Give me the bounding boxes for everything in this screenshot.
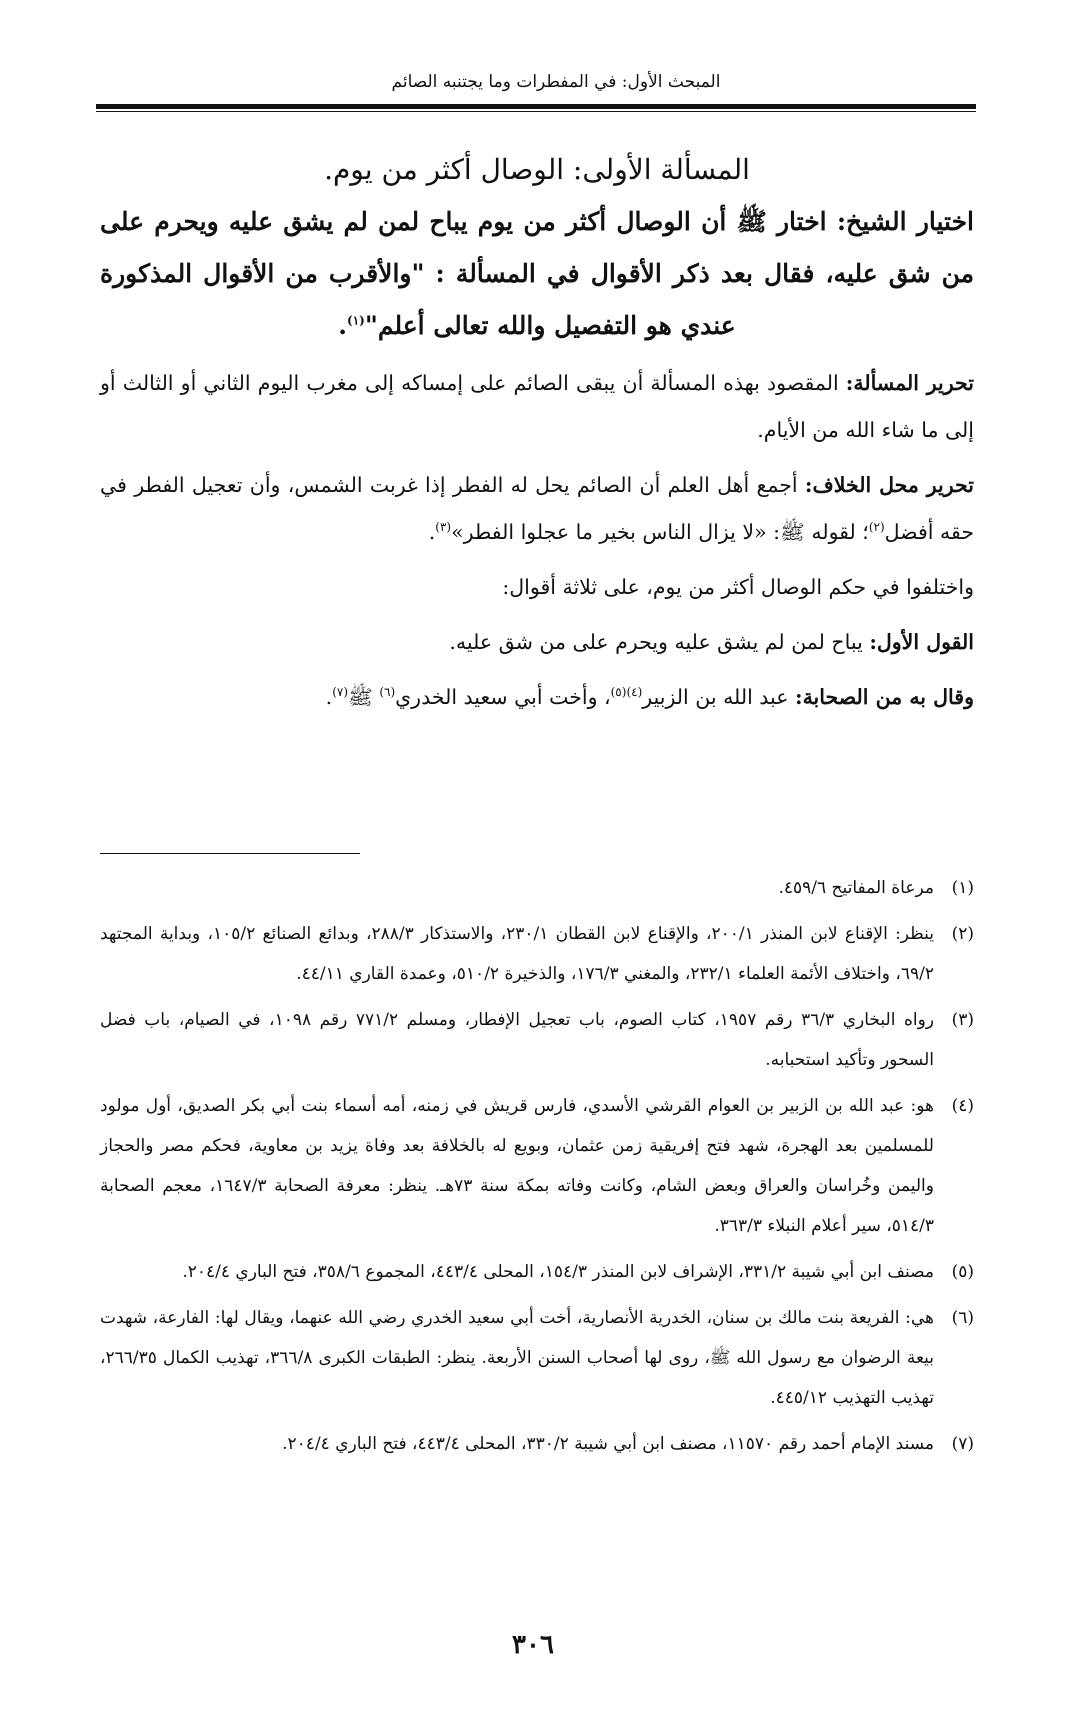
footnote	[100, 1424, 974, 1464]
footnote	[100, 1000, 974, 1080]
footnote-ref-4[interactable]: (٤)	[626, 685, 643, 700]
main-text	[100, 150, 974, 721]
footnote	[100, 868, 974, 908]
footnote-number: (٢)	[951, 924, 974, 944]
footnote-number: (١)	[951, 878, 974, 898]
footnote-text: رواه البخاري ٣٦/٣ رقم ١٩٥٧، كتاب الصوم، باب تعجيل الإفطار، ومسلم ٧٧١/٢ رقم ١٠٩٨، في الصيام، باب فضل السحور وتأكيد استحبابه.	[100, 1010, 935, 1070]
footnote-number: (٣)	[951, 1010, 975, 1030]
footnote-text: مرعاة المفاتيح ٤٥٩/٦.	[778, 878, 934, 898]
footnote-text: ينظر: الإقناع لابن المنذر ٢٠٠/١، والإقناع لابن القطان ٢٣٠/١، والاستذكار ٢٨٨/٣، وبدائع الصنائع ١٠٥/٢، وبداية المجتهد ٦٩/٢، واختلاف الأئمة العلماء ٢٣٢/١، والمغني ١٧٦/٣، والذخيرة ٥١٠/٢، وعمدة القاري ٤٤/١١.	[100, 924, 934, 984]
footnote-text: مصنف ابن أبي شيبة ٣٣١/٢، الإشراف لابن المنذر ١٥٤/٣، المحلى ٤٤٣/٤، المجموع ٣٥٨/٦، فتح الباري ٢٠٤/٤.	[182, 1262, 934, 1282]
qala-bihi-label: وقال به من الصحابة:	[795, 685, 974, 709]
qawl-awwal-label: القول الأول:	[869, 630, 974, 654]
tahrir-khilaf-paragraph	[100, 462, 974, 556]
footnote	[100, 1298, 974, 1418]
qala-bihi-paragraph	[100, 674, 974, 721]
footnote-ref-3[interactable]: (٣)	[435, 520, 452, 535]
qala-bihi-text-1: عبد الله بن الزبير	[642, 685, 795, 709]
tahrir-masala-label: تحرير المسألة:	[845, 371, 974, 395]
footnote-ref-1[interactable]: (١)	[347, 313, 365, 328]
footnote-number: (٧)	[951, 1434, 974, 1454]
tahrir-khilaf-text-2: ؛ لقوله ﷺ: «لا يزال الناس بخير ما عجلوا الفطر»	[451, 520, 869, 544]
tahrir-khilaf-label: تحرير محل الخلاف:	[804, 473, 974, 497]
issue-title: المسألة الأولى: الوصال أكثر من يوم.	[324, 153, 750, 186]
footnotes	[100, 868, 974, 1470]
header-rule-thin	[96, 111, 976, 112]
footnote-number: (٤)	[951, 1096, 974, 1116]
sheikh-choice-end: .	[338, 311, 347, 340]
footnote-text: مسند الإمام أحمد رقم ١١٥٧٠، مصنف ابن أبي شيبة ٣٣٠/٢، المحلى ٤٤٣/٤، فتح الباري ٢٠٤/٤.	[282, 1434, 934, 1454]
footnote-ref-5[interactable]: (٥)	[610, 685, 627, 700]
header-rule-thick	[96, 104, 976, 109]
footnote-ref-6[interactable]: (٦)	[379, 685, 396, 700]
qawl-awwal-paragraph	[100, 619, 974, 666]
footnote	[100, 1252, 974, 1292]
footnote-text: هي: الفريعة بنت مالك بن سنان، الخدرية الأنصارية، أخت أبي سعيد الخدري رضي الله عنهما، ويقال لها: الفارعة، شهدت بيعة الرضوان مع رسول الله ﷺ، روى لها أصحاب السنن الأربعة. ينظر: الطبقات الكبرى ٣٦٦/٨، تهذيب الكمال ٢٦٦/٣٥، تهذيب التهذيب ٤٤٥/١٢.	[100, 1308, 935, 1408]
qala-bihi-text-2: ، وأخت أبي سعيد الخدري	[395, 685, 611, 709]
footnote-ref-2[interactable]: (٢)	[868, 520, 885, 535]
footnote-text: هو: عبد الله بن الزبير بن العوام القرشي الأسدي، فارس قريش في زمنه، أمه أسماء بنت أبي بكر الصديق، أول مولود للمسلمين بعد الهجرة، شهد فتح إفريقية زمن عثمان، وبويع له بالخلافة بعد وفاة يزيد بن معاوية، فحكم مصر والحجاز واليمن وخُراسان والعراق وبعض الشام، وكانت وفاته بمكة سنة ٧٣هـ. ينظر: معرفة الصحابة ١٦٤٧/٣، معجم الصحابة ٥١٤/٣، سير أعلام النبلاء ٣٦٣/٣.	[100, 1096, 934, 1236]
qala-bihi-end: .	[325, 685, 333, 709]
tahrir-khilaf-text-1: أجمع أهل العلم أن الصائم يحل له الفطر إذا غربت الشمس، وأن تعجيل الفطر في حقه أفضل	[100, 473, 974, 544]
tahrir-masala-text: المقصود بهذه المسألة أن يبقى الصائم على إمساكه إلى مغرب اليوم الثاني أو الثالث أو إلى ما شاء الله من الأيام.	[100, 371, 974, 442]
footnote-separator	[100, 853, 360, 854]
footnote-ref-7[interactable]: (٧)	[332, 685, 349, 700]
footnote	[100, 1086, 974, 1246]
running-head: المبحث الأول: في المفطرات وما يجتنبه الصائم	[391, 72, 721, 92]
tahrir-masala-paragraph	[100, 360, 974, 454]
footnote-number: (٥)	[951, 1262, 974, 1282]
qala-bihi-text-3: ﷺ	[348, 685, 380, 709]
page-number: ٣٠٦	[512, 1630, 554, 1660]
sheikh-choice-text: اختيار الشيخ: اختار ﷺ أن الوصال أكثر من يوم يباح لمن لم يشق عليه ويحرم على من شق عليه، فقال بعد ذكر الأقوال في المسألة : "والأقرب من الأقوال المذكورة عندي هو التفصيل والله تعالى أعلم"	[100, 207, 974, 340]
qawl-awwal-text: يباح لمن لم يشق عليه ويحرم على من شق عليه.	[449, 630, 870, 654]
footnote	[100, 914, 974, 994]
tahrir-khilaf-end: .	[428, 520, 436, 544]
footnote-number: (٦)	[951, 1308, 974, 1328]
sheikh-choice	[100, 196, 974, 352]
ikhtilaf-paragraph: واختلفوا في حكم الوصال أكثر من يوم، على ثلاثة أقوال:	[502, 575, 974, 599]
